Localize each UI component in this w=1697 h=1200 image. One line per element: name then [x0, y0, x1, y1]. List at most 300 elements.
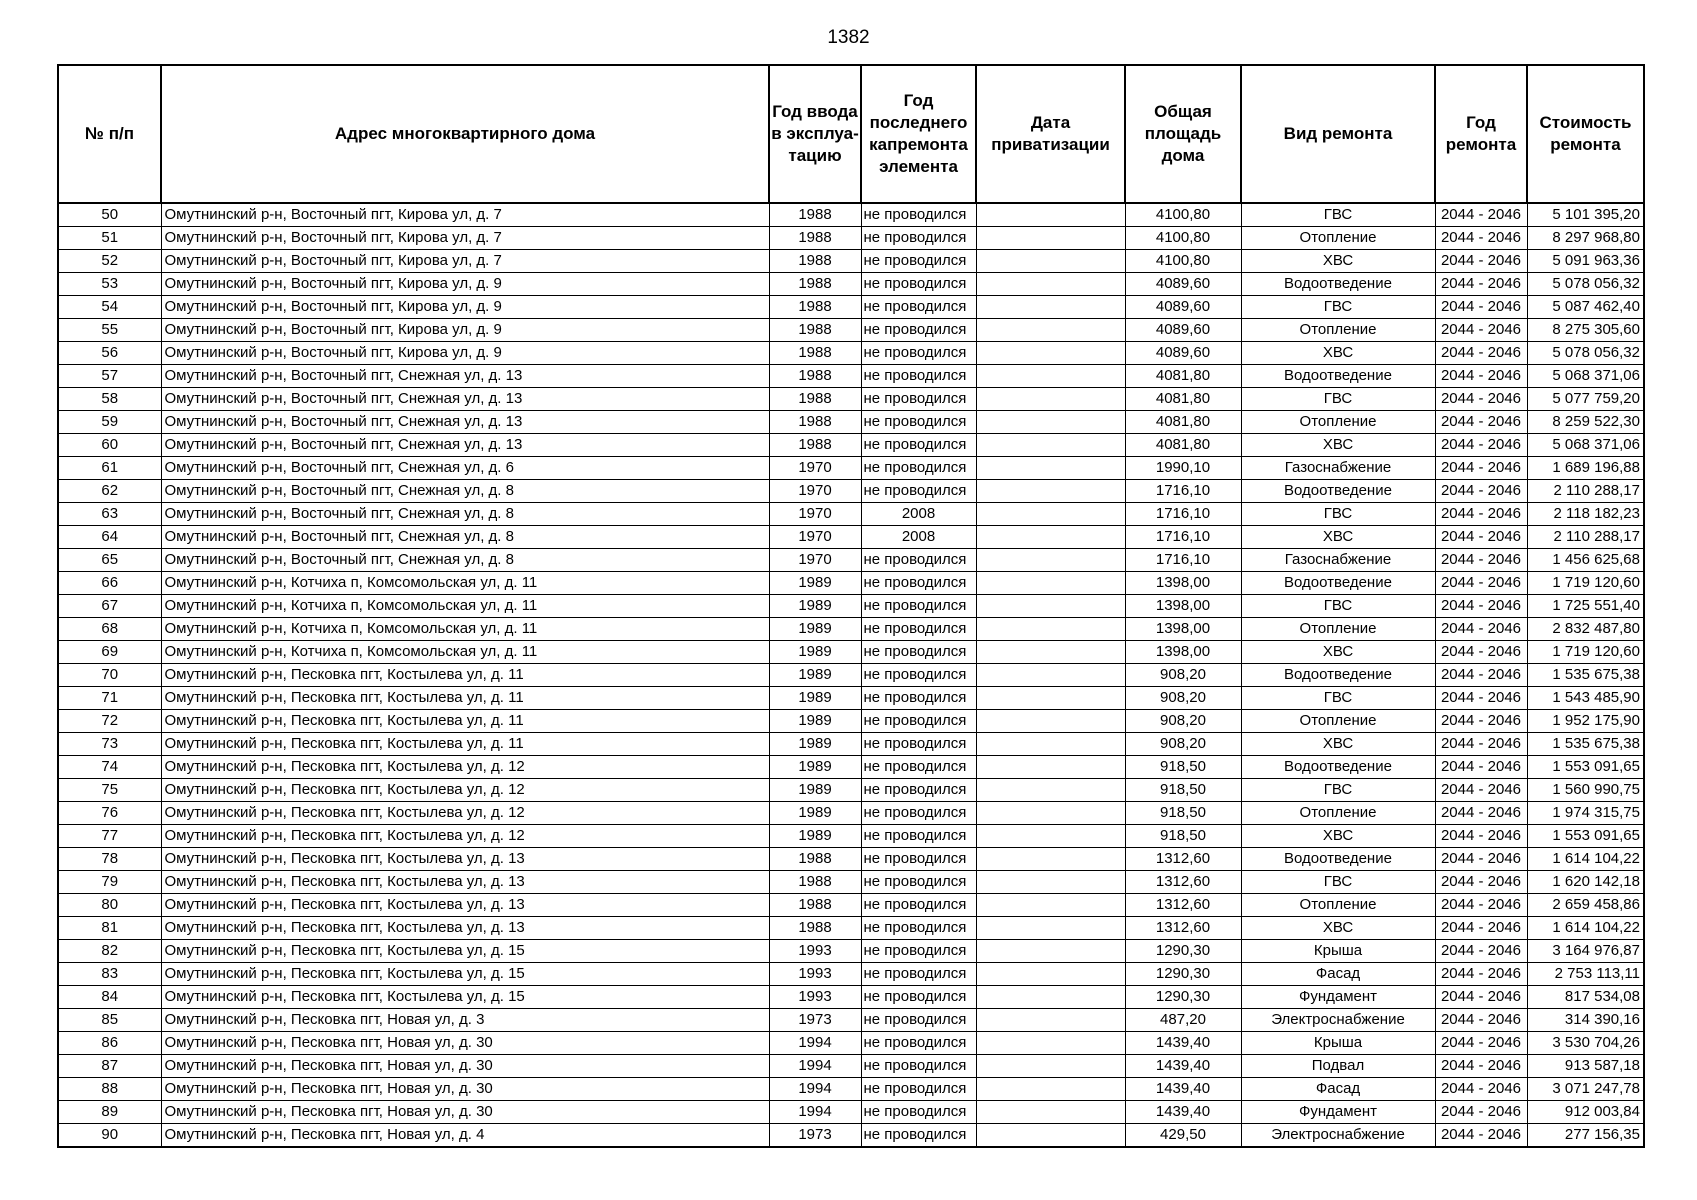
row-repair-year: 2044 - 2046 [1435, 986, 1527, 1009]
row-last-repair: не проводился [861, 871, 976, 894]
row-address: Омутнинский р-н, Песковка пгт, Костылева ул, д. 12 [161, 802, 769, 825]
row-year-commissioned: 1988 [769, 894, 861, 917]
row-last-repair: не проводился [861, 894, 976, 917]
row-address: Омутнинский р-н, Песковка пгт, Костылева ул, д. 13 [161, 871, 769, 894]
row-privatization-date [976, 411, 1125, 434]
row-repair-cost: 1 553 091,65 [1527, 756, 1644, 779]
row-privatization-date [976, 319, 1125, 342]
row-repair-type: ХВС [1241, 641, 1435, 664]
row-address: Омутнинский р-н, Восточный пгт, Снежная ул, д. 13 [161, 434, 769, 457]
row-address: Омутнинский р-н, Восточный пгт, Кирова ул, д. 7 [161, 203, 769, 227]
row-repair-type: Отопление [1241, 802, 1435, 825]
row-repair-year: 2044 - 2046 [1435, 296, 1527, 319]
row-repair-type: Водоотведение [1241, 480, 1435, 503]
row-address: Омутнинский р-н, Восточный пгт, Кирова ул, д. 9 [161, 319, 769, 342]
row-repair-type: ХВС [1241, 434, 1435, 457]
row-repair-year: 2044 - 2046 [1435, 457, 1527, 480]
row-repair-type: Отопление [1241, 894, 1435, 917]
table-row [58, 319, 1644, 342]
row-last-repair: не проводился [861, 273, 976, 296]
row-repair-year: 2044 - 2046 [1435, 342, 1527, 365]
row-repair-cost: 913 587,18 [1527, 1055, 1644, 1078]
table-row [58, 618, 1644, 641]
table-row [58, 1032, 1644, 1055]
row-area: 4081,80 [1125, 365, 1241, 388]
row-privatization-date [976, 227, 1125, 250]
row-repair-type: Водоотведение [1241, 273, 1435, 296]
row-year-commissioned: 1993 [769, 963, 861, 986]
row-last-repair: не проводился [861, 227, 976, 250]
row-area: 1398,00 [1125, 618, 1241, 641]
table-row [58, 986, 1644, 1009]
row-repair-cost: 817 534,08 [1527, 986, 1644, 1009]
row-repair-year: 2044 - 2046 [1435, 1032, 1527, 1055]
row-repair-type: ХВС [1241, 917, 1435, 940]
header-repair-year: Год ремонта [1435, 65, 1527, 203]
row-repair-year: 2044 - 2046 [1435, 388, 1527, 411]
row-repair-cost: 1 689 196,88 [1527, 457, 1644, 480]
row-year-commissioned: 1989 [769, 802, 861, 825]
row-number: 90 [58, 1124, 161, 1148]
row-year-commissioned: 1988 [769, 917, 861, 940]
row-year-commissioned: 1993 [769, 940, 861, 963]
table-row [58, 273, 1644, 296]
row-repair-type: ХВС [1241, 526, 1435, 549]
row-last-repair: не проводился [861, 595, 976, 618]
row-year-commissioned: 1988 [769, 342, 861, 365]
row-number: 79 [58, 871, 161, 894]
table-row [58, 1101, 1644, 1124]
table-row [58, 480, 1644, 503]
row-year-commissioned: 1970 [769, 457, 861, 480]
row-number: 65 [58, 549, 161, 572]
row-address: Омутнинский р-н, Песковка пгт, Новая ул, д. 30 [161, 1101, 769, 1124]
row-repair-type: Отопление [1241, 227, 1435, 250]
row-repair-cost: 5 101 395,20 [1527, 203, 1644, 227]
row-privatization-date [976, 572, 1125, 595]
row-repair-cost: 5 068 371,06 [1527, 365, 1644, 388]
row-last-repair: не проводился [861, 848, 976, 871]
row-number: 87 [58, 1055, 161, 1078]
row-repair-type: ГВС [1241, 779, 1435, 802]
row-area: 1439,40 [1125, 1032, 1241, 1055]
row-last-repair: не проводился [861, 1055, 976, 1078]
table-row [58, 1078, 1644, 1101]
row-address: Омутнинский р-н, Песковка пгт, Костылева ул, д. 15 [161, 963, 769, 986]
row-repair-year: 2044 - 2046 [1435, 917, 1527, 940]
row-privatization-date [976, 687, 1125, 710]
row-repair-year: 2044 - 2046 [1435, 687, 1527, 710]
table-row [58, 342, 1644, 365]
row-repair-type: ГВС [1241, 687, 1435, 710]
row-privatization-date [976, 1101, 1125, 1124]
row-repair-type: Водоотведение [1241, 664, 1435, 687]
row-privatization-date [976, 457, 1125, 480]
row-year-commissioned: 1989 [769, 687, 861, 710]
row-address: Омутнинский р-н, Песковка пгт, Костылева ул, д. 13 [161, 848, 769, 871]
row-year-commissioned: 1988 [769, 411, 861, 434]
row-privatization-date [976, 894, 1125, 917]
row-privatization-date [976, 203, 1125, 227]
row-number: 70 [58, 664, 161, 687]
row-repair-cost: 1 535 675,38 [1527, 733, 1644, 756]
row-repair-type: Отопление [1241, 319, 1435, 342]
table-row [58, 503, 1644, 526]
row-year-commissioned: 1973 [769, 1124, 861, 1148]
row-area: 1312,60 [1125, 871, 1241, 894]
row-number: 86 [58, 1032, 161, 1055]
row-privatization-date [976, 871, 1125, 894]
table-row [58, 388, 1644, 411]
row-area: 908,20 [1125, 710, 1241, 733]
row-number: 51 [58, 227, 161, 250]
row-year-commissioned: 1989 [769, 595, 861, 618]
row-address: Омутнинский р-н, Восточный пгт, Снежная ул, д. 13 [161, 411, 769, 434]
row-number: 76 [58, 802, 161, 825]
row-repair-cost: 1 725 551,40 [1527, 595, 1644, 618]
row-address: Омутнинский р-н, Песковка пгт, Костылева ул, д. 12 [161, 779, 769, 802]
row-privatization-date [976, 526, 1125, 549]
row-repair-cost: 1 560 990,75 [1527, 779, 1644, 802]
row-repair-cost: 1 974 315,75 [1527, 802, 1644, 825]
table-row [58, 848, 1644, 871]
table-row [58, 871, 1644, 894]
row-repair-type: Водоотведение [1241, 365, 1435, 388]
row-area: 1439,40 [1125, 1078, 1241, 1101]
table-row [58, 664, 1644, 687]
row-address: Омутнинский р-н, Восточный пгт, Снежная ул, д. 8 [161, 549, 769, 572]
header-area: Общая площадь дома [1125, 65, 1241, 203]
table-row [58, 526, 1644, 549]
row-number: 82 [58, 940, 161, 963]
row-area: 4081,80 [1125, 388, 1241, 411]
row-year-commissioned: 1988 [769, 250, 861, 273]
row-year-commissioned: 1988 [769, 434, 861, 457]
row-privatization-date [976, 825, 1125, 848]
row-number: 89 [58, 1101, 161, 1124]
row-address: Омутнинский р-н, Песковка пгт, Новая ул, д. 4 [161, 1124, 769, 1148]
row-repair-type: Водоотведение [1241, 572, 1435, 595]
row-number: 78 [58, 848, 161, 871]
table-row [58, 802, 1644, 825]
row-year-commissioned: 1994 [769, 1032, 861, 1055]
row-privatization-date [976, 802, 1125, 825]
row-privatization-date [976, 1124, 1125, 1148]
row-number: 84 [58, 986, 161, 1009]
row-repair-year: 2044 - 2046 [1435, 871, 1527, 894]
row-last-repair: не проводился [861, 365, 976, 388]
row-repair-year: 2044 - 2046 [1435, 1124, 1527, 1148]
row-repair-type: ГВС [1241, 296, 1435, 319]
row-repair-year: 2044 - 2046 [1435, 227, 1527, 250]
row-year-commissioned: 1988 [769, 227, 861, 250]
row-privatization-date [976, 365, 1125, 388]
row-repair-cost: 2 110 288,17 [1527, 480, 1644, 503]
table-body [58, 203, 1644, 1147]
row-year-commissioned: 1988 [769, 848, 861, 871]
table-row [58, 687, 1644, 710]
row-address: Омутнинский р-н, Песковка пгт, Новая ул, д. 30 [161, 1032, 769, 1055]
row-area: 4081,80 [1125, 411, 1241, 434]
row-repair-year: 2044 - 2046 [1435, 1055, 1527, 1078]
row-last-repair: не проводился [861, 779, 976, 802]
row-area: 1716,10 [1125, 526, 1241, 549]
row-area: 4081,80 [1125, 434, 1241, 457]
table-row [58, 457, 1644, 480]
row-number: 68 [58, 618, 161, 641]
row-privatization-date [976, 273, 1125, 296]
row-area: 1290,30 [1125, 940, 1241, 963]
row-repair-year: 2044 - 2046 [1435, 733, 1527, 756]
row-address: Омутнинский р-н, Песковка пгт, Новая ул, д. 3 [161, 1009, 769, 1032]
table-row [58, 756, 1644, 779]
row-privatization-date [976, 618, 1125, 641]
row-number: 72 [58, 710, 161, 733]
row-address: Омутнинский р-н, Песковка пгт, Новая ул, д. 30 [161, 1055, 769, 1078]
row-address: Омутнинский р-н, Песковка пгт, Костылева ул, д. 15 [161, 986, 769, 1009]
row-privatization-date [976, 1009, 1125, 1032]
row-last-repair: не проводился [861, 687, 976, 710]
row-last-repair: не проводился [861, 250, 976, 273]
row-repair-cost: 8 275 305,60 [1527, 319, 1644, 342]
row-last-repair: не проводился [861, 710, 976, 733]
row-repair-type: Отопление [1241, 618, 1435, 641]
table-row [58, 940, 1644, 963]
row-repair-type: Фундамент [1241, 1101, 1435, 1124]
row-address: Омутнинский р-н, Восточный пгт, Кирова ул, д. 7 [161, 250, 769, 273]
row-last-repair: не проводился [861, 756, 976, 779]
row-last-repair: не проводился [861, 572, 976, 595]
row-repair-year: 2044 - 2046 [1435, 825, 1527, 848]
row-year-commissioned: 1970 [769, 503, 861, 526]
table-row [58, 894, 1644, 917]
row-address: Омутнинский р-н, Восточный пгт, Снежная ул, д. 13 [161, 365, 769, 388]
row-year-commissioned: 1989 [769, 756, 861, 779]
row-repair-type: Фундамент [1241, 986, 1435, 1009]
row-privatization-date [976, 503, 1125, 526]
row-repair-type: ГВС [1241, 388, 1435, 411]
row-repair-type: Крыша [1241, 940, 1435, 963]
row-last-repair: не проводился [861, 1032, 976, 1055]
row-repair-year: 2044 - 2046 [1435, 940, 1527, 963]
row-privatization-date [976, 733, 1125, 756]
row-number: 62 [58, 480, 161, 503]
row-number: 75 [58, 779, 161, 802]
row-repair-cost: 2 753 113,11 [1527, 963, 1644, 986]
row-privatization-date [976, 1078, 1125, 1101]
row-year-commissioned: 1989 [769, 664, 861, 687]
row-privatization-date [976, 549, 1125, 572]
row-area: 1990,10 [1125, 457, 1241, 480]
row-repair-year: 2044 - 2046 [1435, 411, 1527, 434]
row-last-repair: 2008 [861, 503, 976, 526]
row-repair-cost: 2 118 182,23 [1527, 503, 1644, 526]
row-repair-type: Электроснабжение [1241, 1009, 1435, 1032]
row-repair-year: 2044 - 2046 [1435, 664, 1527, 687]
row-repair-cost: 2 659 458,86 [1527, 894, 1644, 917]
row-address: Омутнинский р-н, Песковка пгт, Костылева ул, д. 11 [161, 687, 769, 710]
row-repair-cost: 1 952 175,90 [1527, 710, 1644, 733]
table-header-row [58, 65, 1644, 203]
row-repair-cost: 314 390,16 [1527, 1009, 1644, 1032]
row-repair-cost: 1 620 142,18 [1527, 871, 1644, 894]
row-last-repair: не проводился [861, 825, 976, 848]
table-row [58, 641, 1644, 664]
row-repair-cost: 3 530 704,26 [1527, 1032, 1644, 1055]
table-row [58, 963, 1644, 986]
row-area: 1290,30 [1125, 963, 1241, 986]
row-last-repair: не проводился [861, 434, 976, 457]
table-row [58, 227, 1644, 250]
row-area: 4100,80 [1125, 227, 1241, 250]
row-year-commissioned: 1989 [769, 641, 861, 664]
row-area: 1312,60 [1125, 848, 1241, 871]
row-address: Омутнинский р-н, Песковка пгт, Костылева ул, д. 11 [161, 664, 769, 687]
row-repair-cost: 1 535 675,38 [1527, 664, 1644, 687]
row-year-commissioned: 1988 [769, 365, 861, 388]
row-repair-cost: 8 259 522,30 [1527, 411, 1644, 434]
row-privatization-date [976, 940, 1125, 963]
row-repair-cost: 2 832 487,80 [1527, 618, 1644, 641]
row-privatization-date [976, 1032, 1125, 1055]
row-address: Омутнинский р-н, Восточный пгт, Кирова ул, д. 9 [161, 296, 769, 319]
row-last-repair: не проводился [861, 342, 976, 365]
row-repair-type: Газоснабжение [1241, 457, 1435, 480]
row-repair-type: Фасад [1241, 963, 1435, 986]
row-last-repair: не проводился [861, 457, 976, 480]
row-last-repair: не проводился [861, 388, 976, 411]
header-year-commissioned: Год ввода в эксплуа-тацию [769, 65, 861, 203]
row-privatization-date [976, 779, 1125, 802]
row-area: 429,50 [1125, 1124, 1241, 1148]
row-area: 4089,60 [1125, 296, 1241, 319]
row-repair-cost: 1 543 485,90 [1527, 687, 1644, 710]
row-repair-year: 2044 - 2046 [1435, 319, 1527, 342]
row-repair-cost: 1 614 104,22 [1527, 848, 1644, 871]
row-number: 81 [58, 917, 161, 940]
table-row [58, 779, 1644, 802]
table-row [58, 825, 1644, 848]
row-year-commissioned: 1988 [769, 319, 861, 342]
row-repair-cost: 1 456 625,68 [1527, 549, 1644, 572]
row-repair-cost: 3 164 976,87 [1527, 940, 1644, 963]
row-number: 85 [58, 1009, 161, 1032]
row-privatization-date [976, 388, 1125, 411]
row-repair-type: Электроснабжение [1241, 1124, 1435, 1148]
row-repair-type: ГВС [1241, 503, 1435, 526]
row-year-commissioned: 1989 [769, 618, 861, 641]
row-number: 53 [58, 273, 161, 296]
table-row [58, 296, 1644, 319]
row-repair-year: 2044 - 2046 [1435, 779, 1527, 802]
row-repair-cost: 277 156,35 [1527, 1124, 1644, 1148]
row-repair-year: 2044 - 2046 [1435, 595, 1527, 618]
row-address: Омутнинский р-н, Песковка пгт, Костылева ул, д. 15 [161, 940, 769, 963]
row-address: Омутнинский р-н, Котчиха п, Комсомольская ул, д. 11 [161, 641, 769, 664]
row-privatization-date [976, 296, 1125, 319]
row-number: 64 [58, 526, 161, 549]
row-area: 1312,60 [1125, 917, 1241, 940]
row-repair-cost: 5 078 056,32 [1527, 273, 1644, 296]
row-privatization-date [976, 250, 1125, 273]
row-year-commissioned: 1988 [769, 203, 861, 227]
row-number: 63 [58, 503, 161, 526]
row-repair-type: ГВС [1241, 595, 1435, 618]
row-area: 1716,10 [1125, 549, 1241, 572]
row-area: 1290,30 [1125, 986, 1241, 1009]
row-repair-year: 2044 - 2046 [1435, 365, 1527, 388]
row-repair-cost: 8 297 968,80 [1527, 227, 1644, 250]
row-repair-type: ХВС [1241, 342, 1435, 365]
row-area: 1439,40 [1125, 1101, 1241, 1124]
row-repair-year: 2044 - 2046 [1435, 1009, 1527, 1032]
row-privatization-date [976, 963, 1125, 986]
row-repair-type: Водоотведение [1241, 848, 1435, 871]
row-number: 52 [58, 250, 161, 273]
row-repair-cost: 5 087 462,40 [1527, 296, 1644, 319]
row-number: 83 [58, 963, 161, 986]
row-area: 918,50 [1125, 756, 1241, 779]
row-year-commissioned: 1970 [769, 549, 861, 572]
row-repair-type: Водоотведение [1241, 756, 1435, 779]
row-area: 4100,80 [1125, 250, 1241, 273]
row-area: 1439,40 [1125, 1055, 1241, 1078]
row-address: Омутнинский р-н, Восточный пгт, Снежная ул, д. 13 [161, 388, 769, 411]
table-row [58, 595, 1644, 618]
table-row [58, 1055, 1644, 1078]
row-privatization-date [976, 1055, 1125, 1078]
header-last-repair: Год последнего капремонта элемента [861, 65, 976, 203]
header-address: Адрес многоквартирного дома [161, 65, 769, 203]
row-repair-cost: 5 068 371,06 [1527, 434, 1644, 457]
row-number: 54 [58, 296, 161, 319]
row-last-repair: не проводился [861, 480, 976, 503]
row-last-repair: не проводился [861, 963, 976, 986]
header-privatization-date: Дата приватизации [976, 65, 1125, 203]
row-number: 66 [58, 572, 161, 595]
row-address: Омутнинский р-н, Котчиха п, Комсомольская ул, д. 11 [161, 572, 769, 595]
row-repair-type: Крыша [1241, 1032, 1435, 1055]
row-year-commissioned: 1989 [769, 825, 861, 848]
row-area: 1398,00 [1125, 595, 1241, 618]
row-repair-type: ХВС [1241, 825, 1435, 848]
row-privatization-date [976, 986, 1125, 1009]
row-number: 56 [58, 342, 161, 365]
table-row [58, 250, 1644, 273]
row-number: 74 [58, 756, 161, 779]
header-repair-type: Вид ремонта [1241, 65, 1435, 203]
row-privatization-date [976, 710, 1125, 733]
row-repair-type: Отопление [1241, 710, 1435, 733]
row-year-commissioned: 1973 [769, 1009, 861, 1032]
row-number: 55 [58, 319, 161, 342]
row-year-commissioned: 1988 [769, 388, 861, 411]
row-area: 1716,10 [1125, 503, 1241, 526]
table-row [58, 203, 1644, 227]
table-row [58, 1009, 1644, 1032]
row-last-repair: не проводился [861, 802, 976, 825]
row-year-commissioned: 1989 [769, 572, 861, 595]
row-year-commissioned: 1970 [769, 526, 861, 549]
row-last-repair: не проводился [861, 1078, 976, 1101]
row-year-commissioned: 1970 [769, 480, 861, 503]
row-repair-year: 2044 - 2046 [1435, 273, 1527, 296]
row-year-commissioned: 1988 [769, 296, 861, 319]
row-address: Омутнинский р-н, Восточный пгт, Кирова ул, д. 7 [161, 227, 769, 250]
row-number: 60 [58, 434, 161, 457]
row-repair-cost: 1 553 091,65 [1527, 825, 1644, 848]
row-year-commissioned: 1988 [769, 273, 861, 296]
